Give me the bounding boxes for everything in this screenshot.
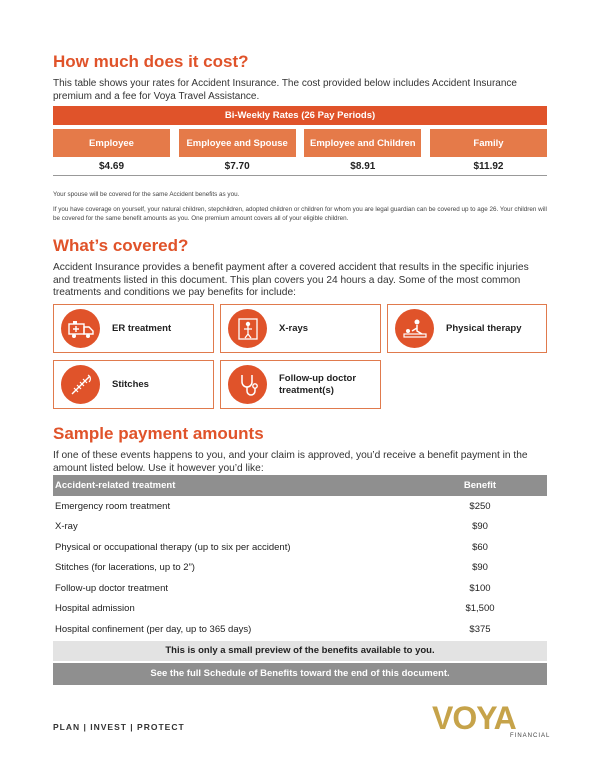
treatment-cell: Follow-up doctor treatment bbox=[55, 582, 168, 594]
benefit-cell: $90 bbox=[472, 521, 488, 533]
voya-logo bbox=[432, 700, 551, 739]
table-row bbox=[53, 578, 547, 599]
covered-title: What’s covered? bbox=[53, 236, 189, 255]
rates-col-family: Family bbox=[430, 129, 547, 157]
rate-family: $11.92 bbox=[473, 161, 504, 172]
card-xrays bbox=[220, 304, 381, 353]
stethoscope-icon bbox=[228, 365, 267, 404]
rates-col-employee: Employee bbox=[53, 129, 170, 157]
benefit-cell: $375 bbox=[469, 623, 491, 635]
table-row bbox=[53, 619, 547, 640]
payment-title: Sample payment amounts bbox=[53, 424, 264, 443]
rate-employee-children: $8.91 bbox=[350, 161, 376, 172]
card-pt-label: Physical therapy bbox=[446, 322, 522, 334]
rates-value-row bbox=[53, 159, 547, 176]
card-er-treatment bbox=[53, 304, 214, 353]
cost-title: How much does it cost? bbox=[53, 52, 249, 71]
treatment-cell: Hospital confinement (per day, up to 365 days) bbox=[55, 623, 252, 635]
spouse-note: Your spouse will be covered for the same Accident benefits as you. bbox=[53, 191, 240, 198]
payment-table-header bbox=[53, 475, 547, 496]
rate-employee: $4.69 bbox=[98, 161, 125, 172]
payment-intro: If one of these events happens to you, and your claim is approved, you’d receive a benefit payment in the amount listed below. Use it however you’d like: bbox=[53, 450, 528, 474]
card-er-label: ER treatment bbox=[112, 322, 172, 334]
benefit-cell: $60 bbox=[472, 541, 488, 553]
treatment-cell: Hospital admission bbox=[55, 603, 135, 615]
rate-employee-spouse: $7.70 bbox=[224, 161, 250, 172]
card-followup-label: Follow-up doctor treatment(s) bbox=[279, 373, 357, 396]
payment-table bbox=[53, 475, 547, 685]
physical-therapy-icon bbox=[395, 309, 434, 348]
table-row bbox=[53, 496, 547, 517]
cost-intro: This table shows your rates for Accident Insurance. The cost provided below includes Accident Insurance premium and a fee for Voya Travel Assistance. bbox=[53, 78, 517, 102]
rates-table-title: Bi-Weekly Rates (26 Pay Periods) bbox=[53, 106, 547, 125]
table-row bbox=[53, 537, 547, 558]
covered-intro: Accident Insurance provides a benefit payment after a covered accident that results in the specific injuries and treatments listed in this document. This plan covers you 24 hours a day. Some of the most common treatments and conditions we pay benefits for include: bbox=[53, 262, 529, 298]
benefit-cell: $100 bbox=[469, 582, 491, 594]
treatment-cell: Physical or occupational therapy (up to six per accident) bbox=[55, 541, 291, 553]
logo-wordmark: VOYA bbox=[432, 700, 516, 736]
table-row bbox=[53, 517, 547, 538]
card-stitches bbox=[53, 360, 214, 409]
table-row bbox=[53, 558, 547, 579]
stitches-icon bbox=[61, 365, 100, 404]
treatment-cell: Emergency room treatment bbox=[55, 500, 171, 512]
rates-col-employee-children: Employee and Children bbox=[304, 129, 421, 157]
preview-note: This is only a small preview of the benefits available to you. bbox=[53, 641, 547, 661]
card-physical-therapy bbox=[387, 304, 547, 353]
benefit-cell: $90 bbox=[472, 562, 488, 574]
rates-header-row bbox=[53, 129, 547, 157]
card-followup bbox=[220, 360, 381, 409]
benefit-cell: $1,500 bbox=[465, 603, 495, 615]
ambulance-icon bbox=[61, 309, 100, 348]
schedule-note: See the full Schedule of Benefits toward the end of this document. bbox=[53, 663, 547, 685]
payment-header-treatment: Accident-related treatment bbox=[55, 480, 176, 491]
footer-tagline: PLAN | INVEST | PROTECT bbox=[53, 722, 185, 732]
logo-subtitle: FINANCIAL bbox=[510, 733, 551, 739]
table-row bbox=[53, 599, 547, 620]
card-xrays-label: X-rays bbox=[279, 322, 309, 334]
rates-col-employee-spouse: Employee and Spouse bbox=[179, 129, 296, 157]
benefit-cell: $250 bbox=[469, 500, 491, 512]
children-note: If you have coverage on yourself, your natural children, stepchildren, adopted children or children for whom you are legal guardian can be covered up to age 26. Your children will be covered for the same benefit amounts as you. One premium amount covers all of your eligible children. bbox=[53, 206, 547, 222]
xray-icon bbox=[228, 309, 267, 348]
payment-header-benefit: Benefit bbox=[463, 480, 497, 491]
treatment-cell: Stitches (for lacerations, up to 2”) bbox=[55, 562, 195, 574]
rates-table bbox=[53, 106, 547, 176]
card-stitches-label: Stitches bbox=[112, 378, 149, 390]
treatment-cell: X-ray bbox=[55, 521, 78, 533]
